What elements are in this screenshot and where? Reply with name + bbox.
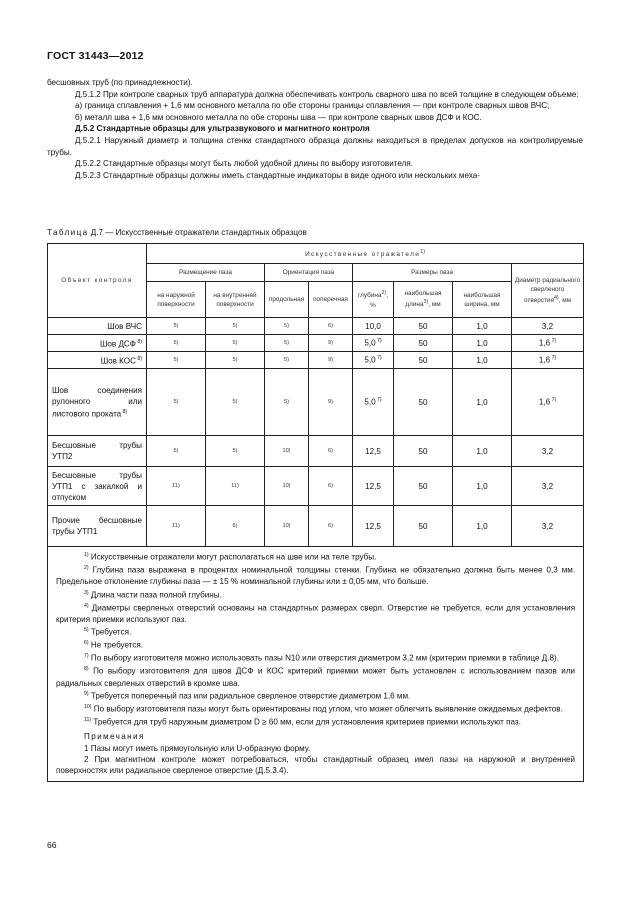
reflectors-table (47, 243, 584, 782)
cell-inner: 5) (206, 352, 265, 369)
cell-inner: 5) (206, 436, 265, 467)
cell-object: Шов КОС $^{8)}$ (48, 352, 147, 369)
cell-length: 50 (394, 506, 453, 547)
cell-width: 1,0 (453, 318, 512, 335)
cell-length: 50 (394, 335, 453, 352)
cell-longitudinal: 10) (265, 436, 309, 467)
page-number: 66 (47, 840, 57, 850)
body-text (47, 77, 583, 181)
notes-title: Примечания (84, 732, 145, 742)
header-inner: на внутренней поверхности (206, 282, 265, 318)
cell-object: Бесшовные трубы УТП2 (48, 436, 147, 467)
cell-inner: 6) (206, 506, 265, 547)
cell-depth: 12,5 (353, 506, 394, 547)
cell-inner: 11) (206, 467, 265, 506)
table-footnotes (48, 547, 584, 782)
cell-diameter: 1,6 $^{7)}$ (512, 369, 584, 436)
footnote-item: $^{9)}$ Требуется поперечный паз или радиальное сверленое отверстие диаметром 1,6 мм. (84, 690, 411, 701)
footnote-item: $^{5)}$ Требуется. (84, 627, 132, 637)
header-orientation: Ориентация паза (265, 264, 353, 282)
header-object: Объект контроля (48, 244, 147, 318)
cell-length: 50 (394, 318, 453, 335)
cell-diameter: 3,2 (512, 506, 584, 547)
cell-depth: 12,5 (353, 467, 394, 506)
cell-transverse: 6) (309, 506, 353, 547)
cell-width: 1,0 (453, 436, 512, 467)
cell-diameter: 3,2 (512, 436, 584, 467)
cell-outer: 11) (147, 506, 206, 547)
cell-transverse: 6) (309, 467, 353, 506)
cell-longitudinal: 5) (265, 335, 309, 352)
cell-outer: 5) (147, 335, 206, 352)
footnote-item: $^{11)}$ Требуется для труб наружным диаметром D ≥ 60 мм, если для установления критериев приемки используют паз. (84, 717, 521, 727)
cell-transverse: 6) (309, 436, 353, 467)
cell-diameter: 3,2 (512, 318, 584, 335)
cell-longitudinal: 5) (265, 352, 309, 369)
footnote-item: $^{7)}$ По выбору изготовителя можно использовать пазы N10 или отверстия диаметром 3,2 мм (критерии приемки в таблице Д.8). (84, 653, 559, 664)
cell-width: 1,0 (453, 506, 512, 547)
cell-inner: 5) (206, 318, 265, 335)
cell-transverse: 9) (309, 369, 353, 436)
header-length: наибольшая длина$^{3)}$, мм (394, 282, 453, 318)
footnote-item: $^{4)}$ Диаметры сверленых отверстий основаны на стандартных размерах сверл. Отверстие не требуется, если для установления критерия приемки используют паз. (56, 602, 576, 624)
footnote-item: $^{6)}$ Не требуется. (84, 640, 144, 650)
footnote-item: $^{3)}$ Длина части паза полной глубины. (84, 589, 222, 600)
cell-diameter: 1,6 $^{7)}$ (512, 352, 584, 369)
note-item: 1 Пазы могут иметь прямоугольную или U-образную форму. (84, 743, 311, 753)
footnote-item: $^{2)}$ Глубина паза выражена в процентах номинальной толщины стенки. Глубина не обязательно должна быть менее 0,3 мм. Предельное отклонение глубины паза — ± 15 % номинальной глубины или ± 0,05 мм, что больше. (56, 565, 576, 587)
cell-outer: 5) (147, 436, 206, 467)
header-diameter: Диаметр радиального сверленого отверстия$^{4)}$, мм (512, 264, 584, 318)
cell-longitudinal: 10) (265, 506, 309, 547)
cell-outer: 5) (147, 352, 206, 369)
cell-inner: 5) (206, 335, 265, 352)
cell-length: 50 (394, 467, 453, 506)
body-line: Д.5.2.3 Стандартные образцы должны иметь стандартные индикаторы в виде одного или нескольких меха- (75, 170, 480, 180)
table-row (48, 335, 584, 352)
note-item: 2 При магнитном контроле может потребоваться, чтобы стандартный образец имел пазы на наружной и внутренней поверхностях или радиальное сверленое отверстие (Д.5.3.4). (56, 755, 576, 776)
table-caption (47, 228, 307, 237)
cell-length: 50 (394, 352, 453, 369)
cell-transverse: 9) (309, 335, 353, 352)
body-line: а) граница сплавления + 1,6 мм основного металла по обе стороны границы сплавления — при контроле сварных швов ВЧС; (75, 101, 550, 111)
cell-longitudinal: 10) (265, 467, 309, 506)
footnote-item: $^{1)}$ Искусственные отражатели могут располагаться на шве или на теле трубы. (84, 552, 377, 562)
table-row (48, 506, 584, 547)
header-outer: на наружной поверхности (147, 282, 206, 318)
body-line: Д.5.1.2 При контроле сварных труб аппаратура должна обеспечивать контроль сварного шва по всей толщине в следующем объеме: (75, 89, 579, 99)
cell-length: 50 (394, 436, 453, 467)
table-caption-text: Д.7 — Искусственные отражатели стандартных образцов (90, 228, 307, 237)
header-reflectors: Искусственные отражатели$^{1)}$ (147, 244, 584, 264)
body-line: б) металл шва + 1,6 мм основного металла по обе стороны шва — при контроле сварных швов ДСФ и КОС. (75, 112, 482, 122)
cell-longitudinal: 5) (265, 369, 309, 436)
cell-outer: 5) (147, 318, 206, 335)
cell-length: 50 (394, 369, 453, 436)
header-depth: глубина$^{2)}$, % (353, 282, 394, 318)
header-sizes: Размеры паза (353, 264, 512, 282)
body-line: Д.5.2.1 Наружный диаметр и толщина стенки стандартного образца должны находиться в пределах допусков на контролируемые трубы. (47, 135, 583, 157)
table-row (48, 352, 584, 369)
cell-transverse: 9) (309, 352, 353, 369)
cell-outer: 11) (147, 467, 206, 506)
cell-object: Шов ДСФ $^{8)}$ (48, 335, 147, 352)
cell-depth: 10,0 (353, 318, 394, 335)
cell-diameter: 3,2 (512, 467, 584, 506)
table-row (48, 467, 584, 506)
cell-transverse: 6) (309, 318, 353, 335)
cell-diameter: 1,6 $^{7)}$ (512, 335, 584, 352)
cell-object: Прочие бесшовные трубы УТП1 (48, 506, 147, 547)
cell-depth: 12,5 (353, 436, 394, 467)
footnote-item: $^{10)}$ По выбору изготовителя пазы могут быть ориентированы под углом, что может облегчить выявление ожидаемых дефектов. (84, 704, 563, 714)
cell-width: 1,0 (453, 335, 512, 352)
header-width: наибольшая ширина, мм (453, 282, 512, 318)
cell-depth: 5,0 $^{7)}$ (353, 335, 394, 352)
header-transverse: поперечная (309, 282, 353, 318)
section-heading: Д.5.2 Стандартные образцы для ультразвукового и магнитного контроля (75, 124, 370, 134)
document-header: ГОСТ 31443—2012 (47, 50, 144, 62)
table-row (48, 436, 584, 467)
table-caption-prefix: Таблица (47, 228, 89, 237)
cell-longitudinal: 5) (265, 318, 309, 335)
cell-depth: 5,0 $^{7)}$ (353, 369, 394, 436)
cell-depth: 5,0 $^{7)}$ (353, 352, 394, 369)
table-row (48, 369, 584, 436)
body-line: Д.5.2.2 Стандартные образцы могут быть любой удобной длины по выбору изготовителя. (75, 159, 413, 169)
cell-width: 1,0 (453, 352, 512, 369)
cell-object: Шов ВЧС (48, 318, 147, 335)
cell-object: Шов соединения рулонного или листового проката $^{8)}$ (48, 369, 147, 436)
cell-outer: 5) (147, 369, 206, 436)
cell-object: Бесшовные трубы УТП1 с закалкой и отпуском (48, 467, 147, 506)
cell-width: 1,0 (453, 467, 512, 506)
header-placement: Размещение паза (147, 264, 265, 282)
header-longitudinal: продольная (265, 282, 309, 318)
cell-inner: 5) (206, 369, 265, 436)
cell-width: 1,0 (453, 369, 512, 436)
body-line: бесшовных труб (по принадлежности). (47, 78, 193, 87)
footnote-item: $^{8)}$ По выбору изготовителя для швов ДСФ и КОС критерий приемки может быть установлен с использованием пазов или радиальных сверленых отверстий в кромке шва. (56, 666, 576, 688)
table-row (48, 318, 584, 335)
